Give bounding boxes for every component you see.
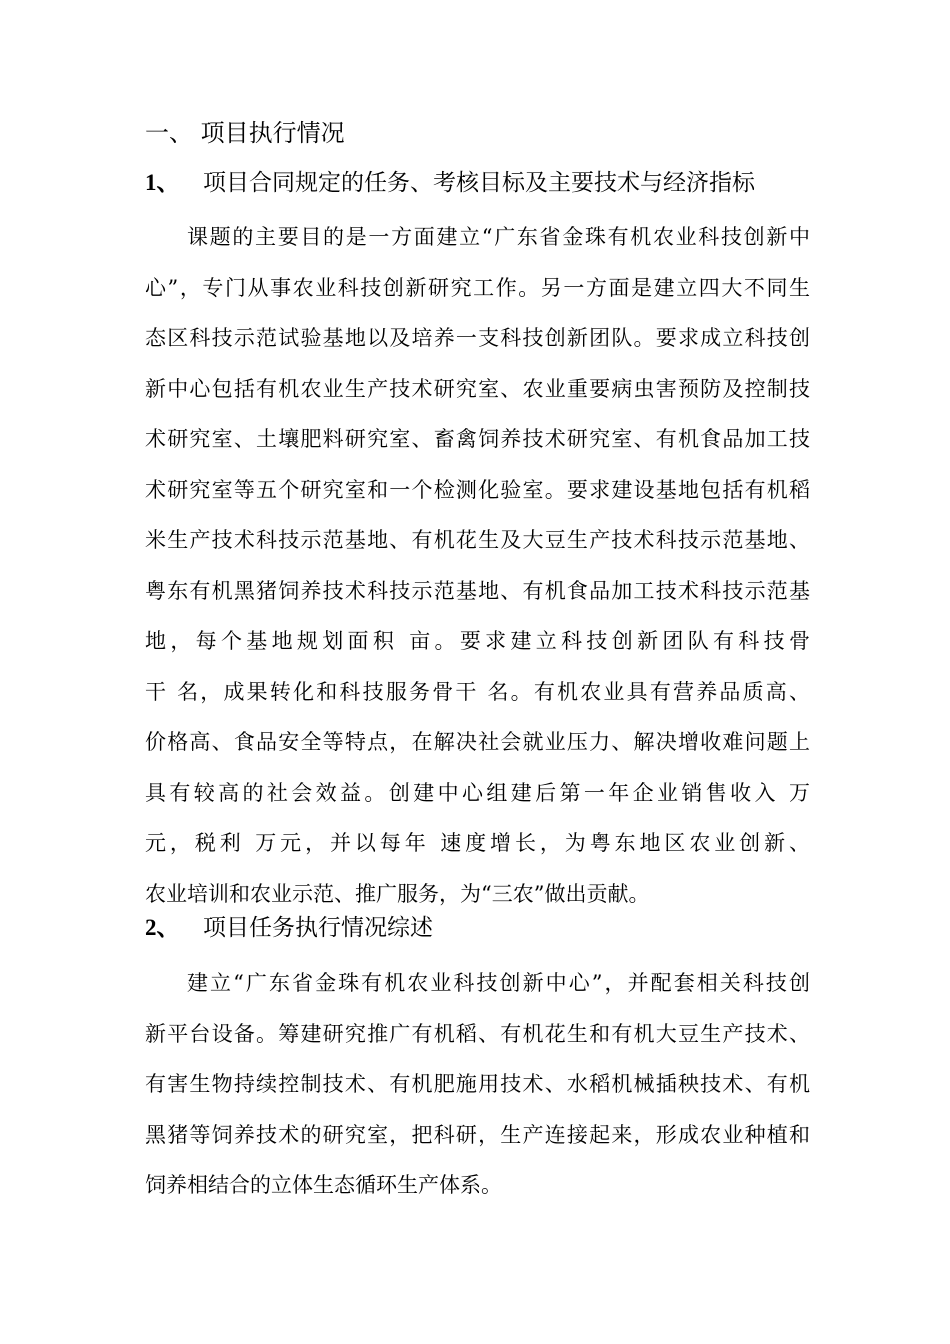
paragraph-line: 课题的主要目的是一方面建立“广东省金珠有机农业科技创新中 [187, 225, 810, 249]
paragraph-line: 新中心包括有机农业生产技术研究室、农业重要病虫害预防及控制技 [145, 376, 810, 401]
paragraph-line: 地，每个基地规划面积 亩。要求建立科技创新团队有科技骨 [145, 629, 810, 653]
paragraph-line: 术研究室等五个研究室和一个检测化验室。要求建设基地包括有机稻 [145, 477, 810, 502]
heading-task-targets [145, 166, 755, 200]
paragraph-line: 建立“广东省金珠有机农业科技创新中心”，并配套相关科技创 [187, 971, 810, 995]
paragraph-line: 饲养相结合的立体生态循环生产体系。 [145, 1173, 502, 1197]
heading-execution-summary [145, 911, 433, 945]
paragraph-line: 粤东有机黑猪饲养技术科技示范基地、有机食品加工技术科技示范基 [145, 578, 810, 603]
paragraph-task-targets [145, 212, 810, 919]
heading-number: 2、 [145, 915, 180, 940]
paragraph-line: 农业培训和农业示范、推广服务，为“三农”做出贡献。 [145, 881, 650, 906]
paragraph-line: 新平台设备。筹建研究推广有机稻、有机花生和有机大豆生产技术、 [145, 1021, 810, 1046]
paragraph-line: 干 名，成果转化和科技服务骨干 名。有机农业具有营养品质高、 [145, 679, 810, 704]
paragraph-line: 米生产技术科技示范基地、有机花生及大豆生产技术科技示范基地、 [145, 528, 810, 552]
section-title: 一、 项目执行情况 [145, 119, 345, 147]
heading-text: 项目任务执行情况综述 [203, 915, 433, 941]
paragraph-line: 有害生物持续控制技术、有机肥施用技术、水稻机械插秧技术、有机 [145, 1072, 810, 1096]
paragraph-line: 具有较高的社会效益。创建中心组建后第一年企业销售收入 万 [145, 780, 810, 805]
heading-number: 1、 [145, 170, 180, 195]
paragraph-line: 黑猪等饲养技术的研究室，把科研，生产连接起来，形成农业种植和 [145, 1122, 810, 1147]
paragraph-line: 态区科技示范试验基地以及培养一支科技创新团队。要求成立科技创 [145, 326, 810, 350]
paragraph-line: 术研究室、土壤肥料研究室、畜禽饲养技术研究室、有机食品加工技 [145, 427, 810, 451]
paragraph-line: 元，税利 万元，并以每年 速度增长，为粤东地区农业创新、 [145, 831, 810, 855]
heading-text: 项目合同规定的任务、考核目标及主要技术与经济指标 [203, 170, 755, 196]
paragraph-execution-summary [145, 958, 810, 1211]
paragraph-line: 价格高、食品安全等特点，在解决社会就业压力、解决增收难问题上 [145, 730, 810, 754]
paragraph-line: 心”，专门从事农业科技创新研究工作。另一方面是建立四大不同生 [145, 275, 810, 300]
